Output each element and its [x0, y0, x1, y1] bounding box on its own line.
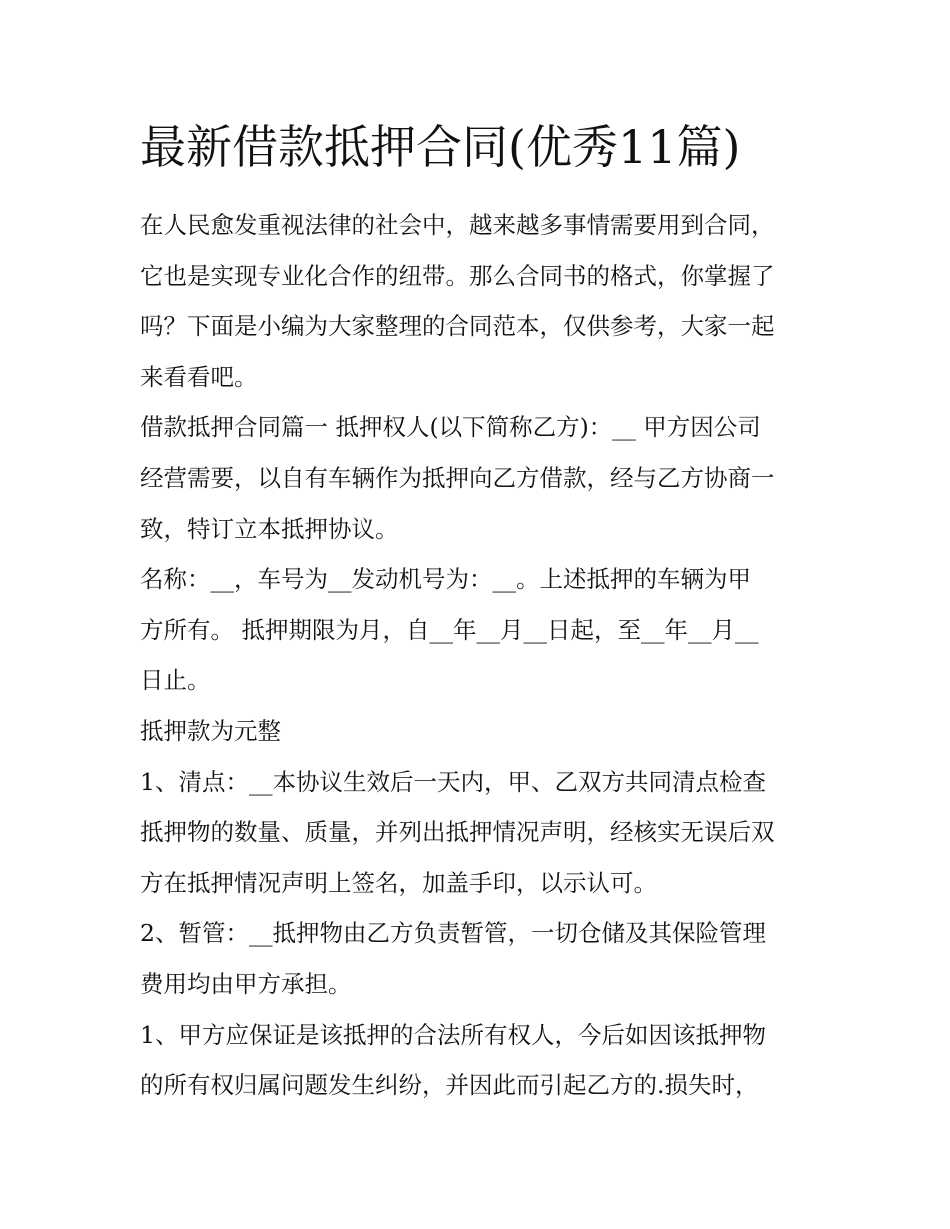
body-line: 吗？下面是小编为大家整理的合同范本，仅供参考，大家一起 [140, 312, 775, 341]
body-line: 的所有权归属问题发生纠纷，并因此而引起乙方的.损失时， [140, 1071, 759, 1100]
body-line: 借款抵押合同篇一 抵押权人(以下简称乙方)：__ 甲方因公司 [140, 413, 761, 442]
body-line: 1、清点：__本协议生效后一天内，甲、乙双方共同清点检查 [140, 767, 766, 796]
document-title: 最新借款抵押合同(优秀11篇) [140, 120, 741, 174]
body-line: 费用均由甲方承担。 [140, 969, 352, 998]
body-line: 2、暂管：__抵押物由乙方负责暂管，一切仓储及其保险管理 [140, 919, 766, 948]
body-line: 名称：__，车号为__发动机号为：__。上述抵押的车辆为甲 [140, 565, 751, 594]
body-line: 方在抵押情况声明上签名，加盖手印，以示认可。 [140, 868, 657, 897]
body-line: 方所有。 抵押期限为月，自__年__月__日起，至__年__月__ [140, 615, 759, 644]
body-line: 在人民愈发重视法律的社会中，越来越多事情需要用到合同， [140, 211, 775, 239]
body-line: 抵押物的数量、质量，并列出抵押情况声明，经核实无误后双 [140, 818, 775, 847]
body-line: 它也是实现专业化合作的纽带。那么合同书的格式，你掌握了 [140, 261, 775, 290]
body-line: 日止。 [140, 666, 211, 695]
body-line: 致，特订立本抵押协议。 [140, 514, 399, 543]
body-line: 来看看吧。 [140, 362, 258, 391]
document-body [140, 200, 820, 1111]
body-line: 抵押款为元整 [140, 716, 281, 745]
body-line: 经营需要，以自有车辆作为抵押向乙方借款，经与乙方协商一 [140, 463, 775, 492]
body-line: 1、甲方应保证是该抵押的合法所有权人，今后如因该抵押物 [140, 1020, 766, 1049]
